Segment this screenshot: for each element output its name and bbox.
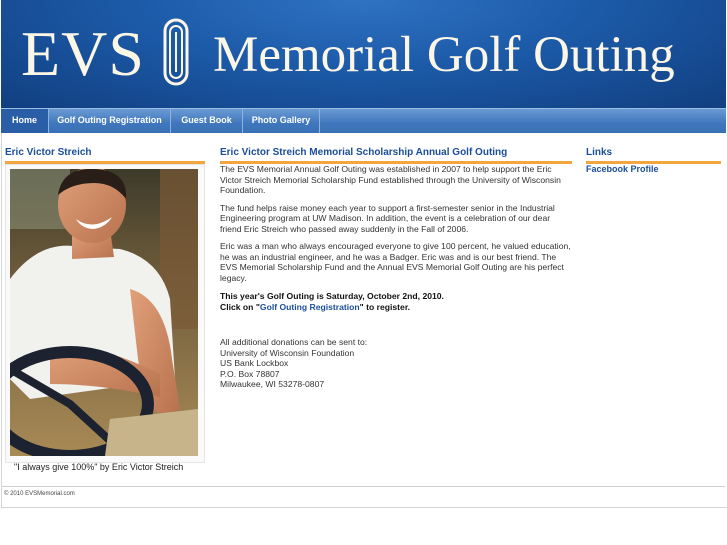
address-line-2: US Bank Lockbox <box>220 358 289 368</box>
intro-paragraph: The EVS Memorial Annual Golf Outing was established in 2007 to help support the Eric Victor Streich Memorial Scholarship Fund established through the University of Wisconsin Foundation. <box>220 164 561 195</box>
address-line-3: P.O. Box 78807 <box>220 368 280 379</box>
nav-golf-outing-registration[interactable]: Golf Outing Registration <box>57 115 162 125</box>
register-prefix: Click on " <box>220 301 260 312</box>
banner-title-evs: EVS <box>21 18 145 89</box>
footer <box>2 486 725 507</box>
left-column-heading: Eric Victor Streich <box>5 146 205 164</box>
donations-intro: All additional donations can be sent to: <box>220 337 368 347</box>
main-nav <box>1 108 726 133</box>
fund-paragraph: The fund helps raise money each year to support a first-semester senior in the Industrial Engineering program at UW Madison. In addition, the event is a celebration of our dear friend Eric Streich who passed away suddenly in the Fall of 2006. <box>220 202 555 234</box>
photo-caption: "I always give 100%" by Eric Victor Streich <box>14 462 184 472</box>
address-line-4: Milwaukee, WI 53278-0807 <box>220 379 325 389</box>
register-line <box>220 302 572 313</box>
banner-title-memorial: Memorial Golf Outing <box>213 27 675 83</box>
nav-guest-book[interactable]: Guest Book <box>181 115 232 125</box>
golf-outing-registration-link[interactable]: Golf Outing Registration <box>259 301 360 312</box>
main-heading: Eric Victor Streich Memorial Scholarship Annual Golf Outing <box>220 146 572 164</box>
portrait-photo <box>5 164 205 463</box>
header-banner <box>1 0 726 108</box>
nav-divider <box>319 109 320 133</box>
facebook-profile-link[interactable]: Facebook Profile <box>586 164 659 174</box>
legacy-paragraph: Eric was a man who always encouraged everyone to give 100 percent, he valued education, he was an industrial engineer, and he was a Badger. Eric was and is our best friend. The EVS Memorial Scholarship Fund and the Annual EVS Memorial Golf Outing are his perfect legacy. <box>220 241 571 283</box>
event-date-line: This year's Golf Outing is Saturday, October 2nd, 2010. <box>220 291 444 301</box>
main-content <box>220 164 572 390</box>
address-line-1: University of Wisconsin Foundation <box>220 347 355 358</box>
nav-photo-gallery[interactable]: Photo Gallery <box>251 115 311 125</box>
golf-tee-logo-icon <box>163 18 189 86</box>
register-suffix: " to register. <box>359 301 411 312</box>
nav-home[interactable]: Home <box>1 109 48 133</box>
links-heading: Links <box>586 146 721 164</box>
portrait-illustration <box>10 169 198 456</box>
footer-copyright: © 2010 EVSMemorial.com <box>4 491 75 497</box>
